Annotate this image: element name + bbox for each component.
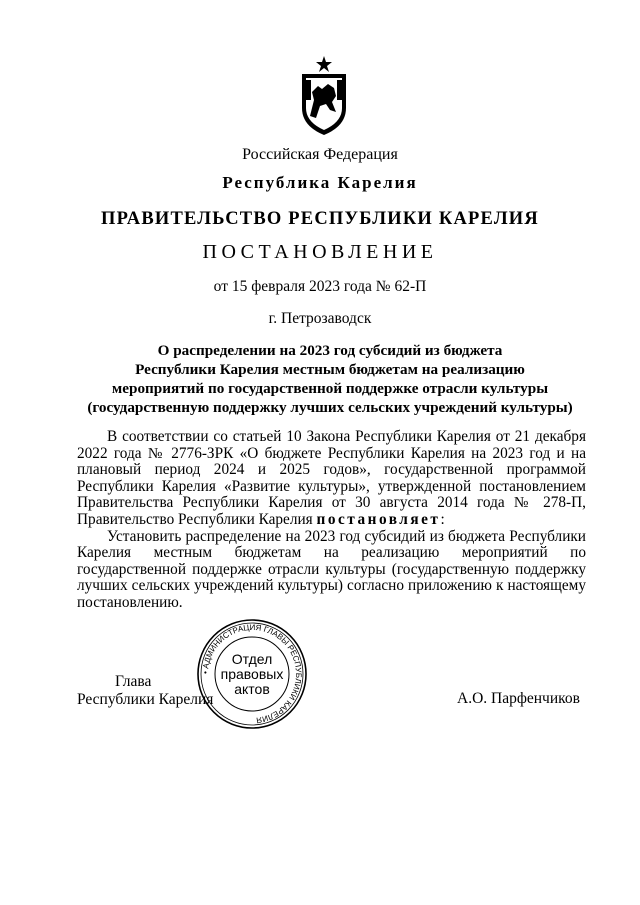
document-date-number: от 15 февраля 2023 года № 62-П <box>213 278 427 295</box>
body-paragraph-2: Установить распределение на 2023 год субсидий из бюджета Республики Карелия местным бюджетам на реализацию мероприятий по государственной поддержке отрасли культуры (государственную поддержку лучших сельских учреждений культуры) согласно приложению к настоящему постановлению. <box>77 527 586 611</box>
title-line: мероприятий по государственной поддержке отрасли культуры <box>111 380 549 397</box>
stamp-line2: правовых <box>220 666 284 682</box>
signatory-title-line2: Республики Карелия <box>77 691 214 708</box>
paragraph-colon: : <box>440 510 445 528</box>
document-type: ПОСТАНОВЛЕНИЕ <box>202 241 438 263</box>
document-title <box>80 341 580 417</box>
title-line: (государственную поддержку лучших сельских учреждений культуры) <box>87 399 573 416</box>
stamp-line1: Отдел <box>231 651 273 667</box>
government-name: ПРАВИТЕЛЬСТВО РЕСПУБЛИКИ КАРЕЛИЯ <box>101 209 539 229</box>
title-line: Республики Карелия местным бюджетам на реализацию <box>135 361 525 378</box>
signatory-title-line1: Глава <box>115 673 152 690</box>
title-line: О распределении на 2023 год субсидий из бюджета <box>157 342 503 359</box>
signatory-name: А.О. Парфенчиков <box>457 690 580 707</box>
document-city: г. Петрозаводск <box>268 310 372 327</box>
republic-name: Республика Карелия <box>222 173 418 192</box>
country-name: Российская Федерация <box>242 146 398 163</box>
karelia-coat-of-arms-icon <box>296 56 352 136</box>
stamp-line3: актов <box>234 681 270 697</box>
signatory-title <box>77 673 213 709</box>
resolution-verb: постановляет <box>316 510 441 528</box>
body-paragraph-1 <box>77 429 586 529</box>
stamp-ring-text: • АДМИНИСТРАЦИЯ ГЛАВЫ РЕСПУБЛИКИ КАРЕЛИЯ <box>200 622 304 725</box>
legal-acts-stamp <box>196 618 308 730</box>
paragraph-text: В соответствии со статьей 10 Закона Республики Карелия от 21 декабря 2022 года № 2776-ЗРК «О бюджете Республики Карелия на 2023 год и на плановый период 2024 и 2025 годов», государственной программой Республики Карелия «Развитие культуры», утвержденной постановлением Правительства Республики Карелия от 30 августа 2014 года № 278-П, Правительство Республики Карелия <box>77 428 586 528</box>
document-body <box>77 429 586 612</box>
